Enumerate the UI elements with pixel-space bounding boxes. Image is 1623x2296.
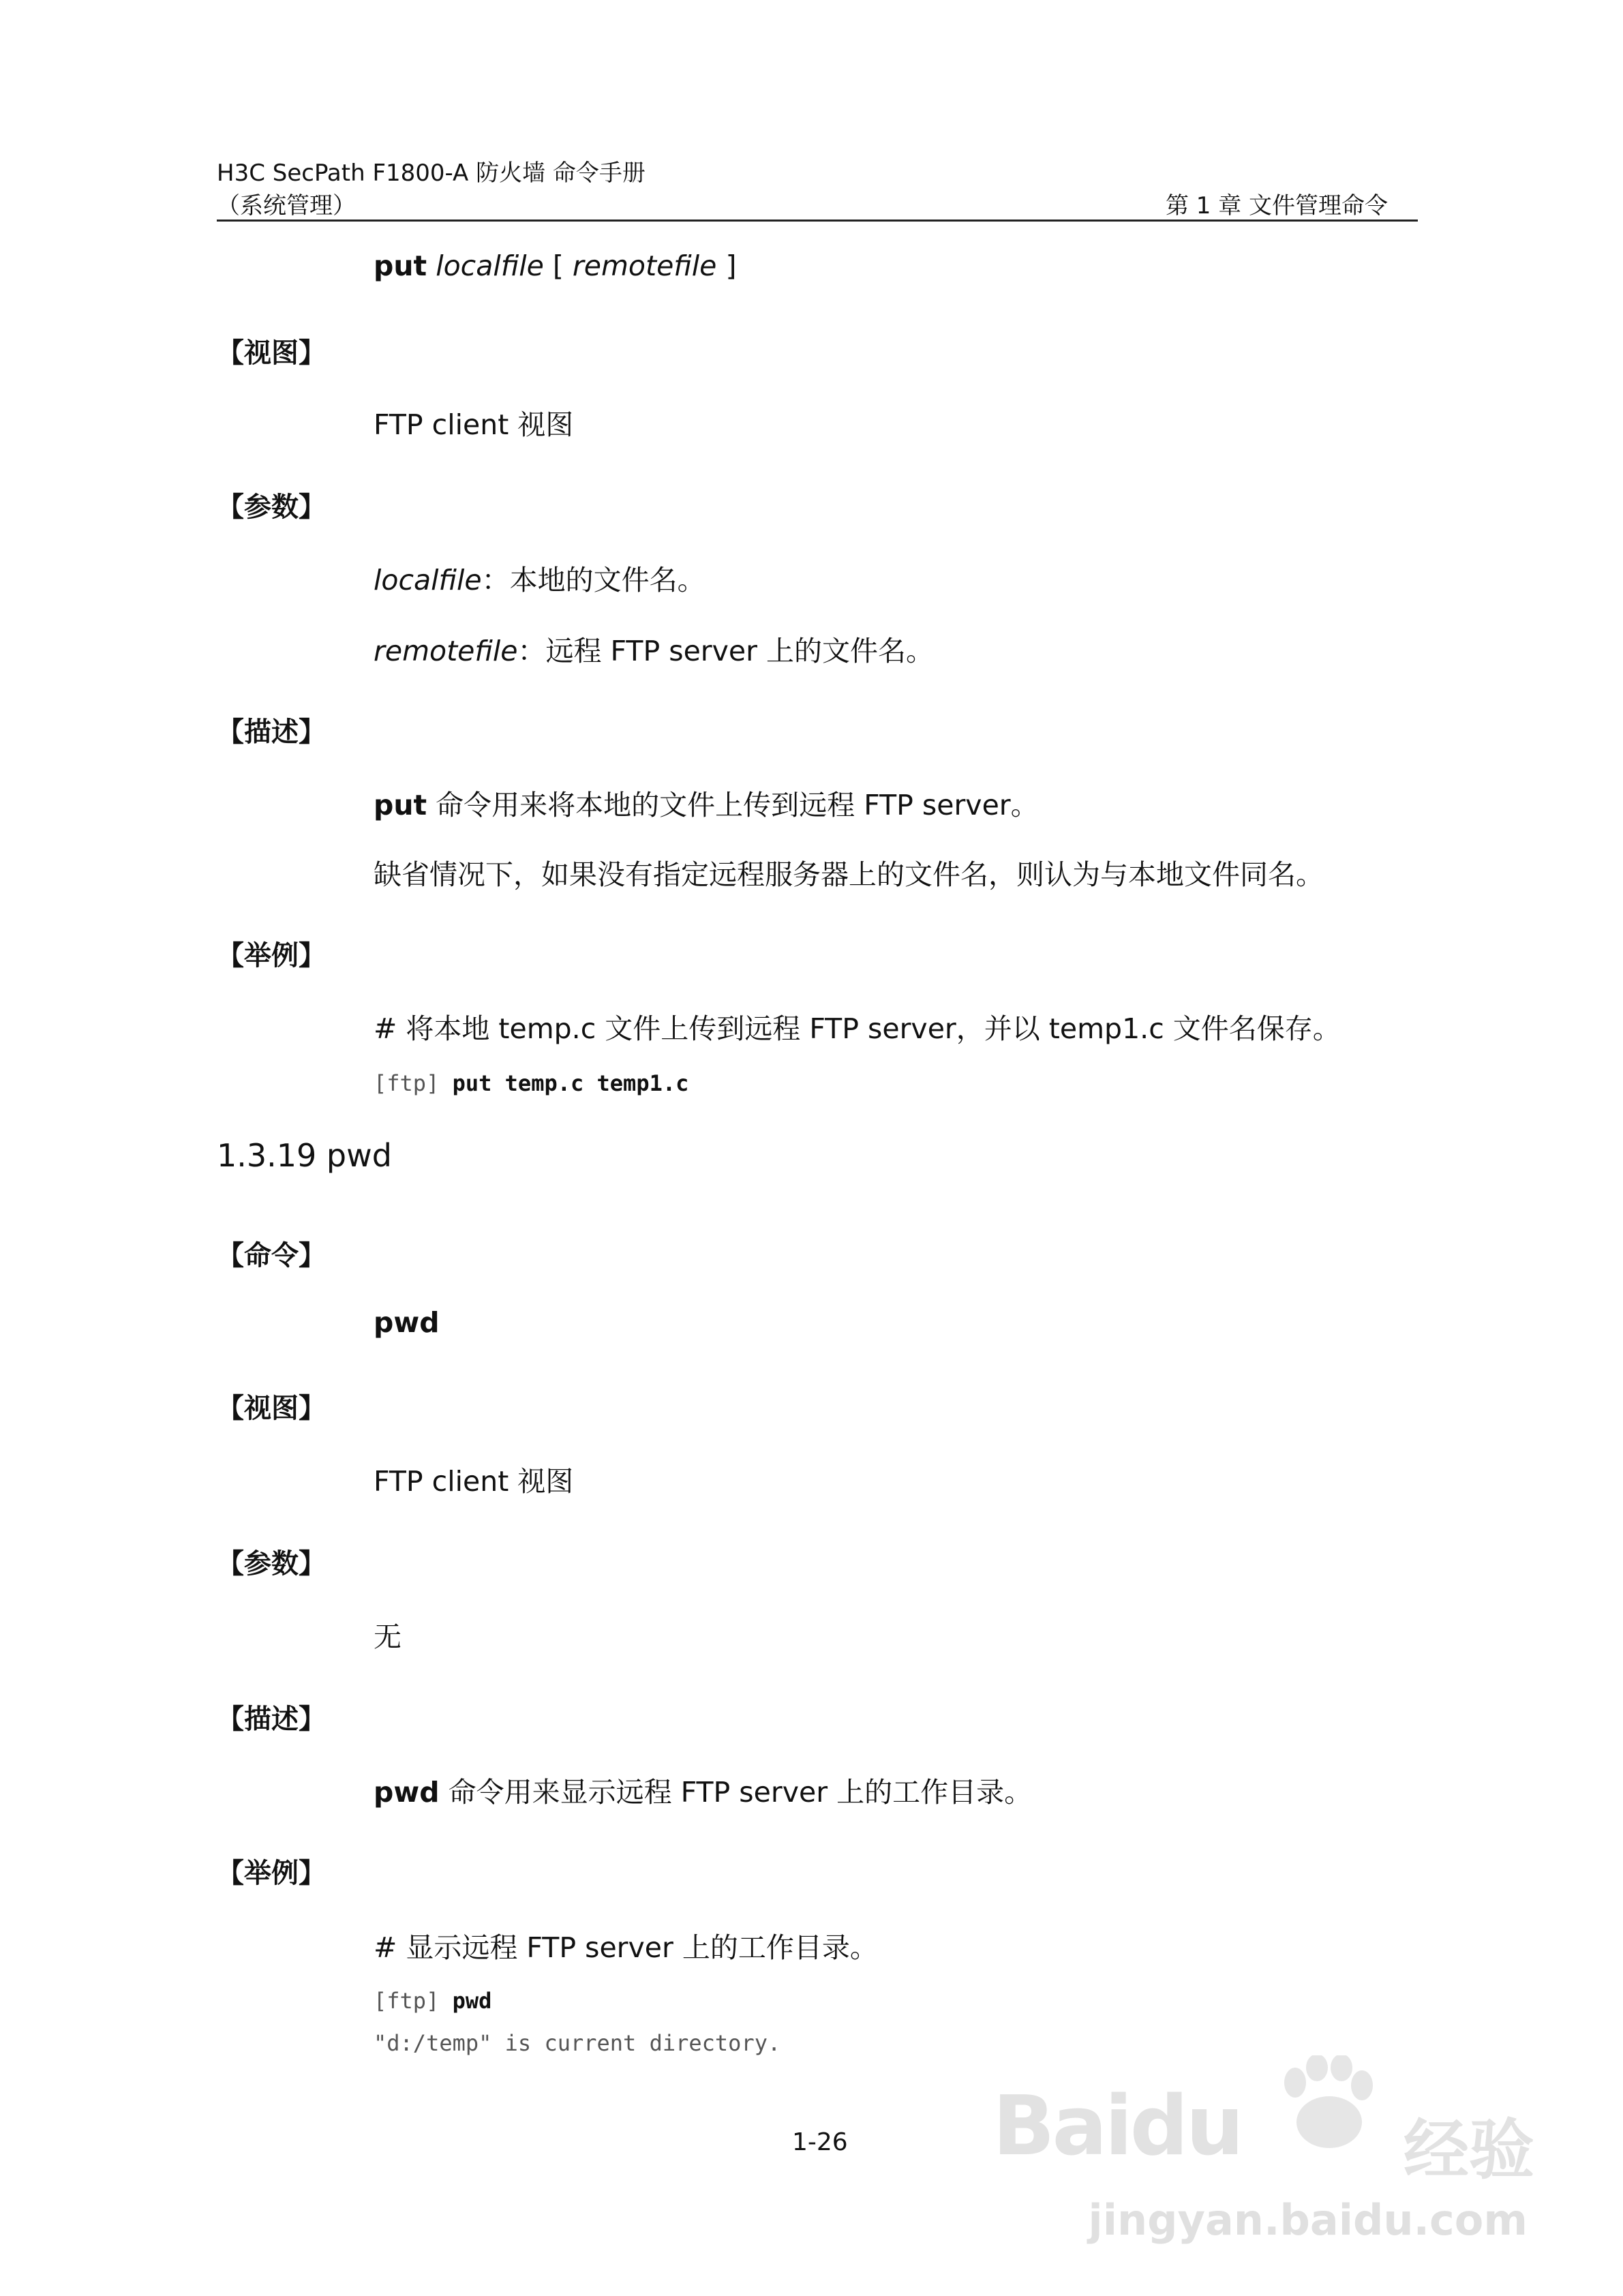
put-param-2-name: remotefile — [374, 635, 518, 667]
pwd-heading: 1.3.19 pwd — [217, 1137, 392, 1174]
pwd-code-line — [374, 1988, 491, 2014]
put-syntax-arg1: localfile — [436, 250, 544, 282]
pwd-example-title: 【举例】 — [217, 1858, 326, 1889]
put-example-title: 【举例】 — [217, 940, 326, 971]
pwd-desc-text: 命令用来显示远程 FTP server 上的工作目录。 — [439, 1776, 1033, 1809]
put-desc-default: 缺省情况下，如果没有指定远程服务器上的文件名，则认为与本地文件同名。 — [374, 858, 1324, 891]
put-code-prompt: [ftp] — [374, 1070, 453, 1096]
pwd-desc-cmd: pwd — [374, 1776, 440, 1809]
watermark-logo-du: du — [1129, 2079, 1241, 2174]
pwd-example-text: # 显示远程 FTP server 上的工作目录。 — [374, 1931, 878, 1964]
watermark-url: jingyan.baidu.com — [1088, 2195, 1528, 2245]
put-desc — [374, 783, 1039, 823]
put-code-line — [374, 1070, 688, 1096]
put-syntax-cmd: put — [374, 250, 427, 282]
put-example-text: # 将本地 temp.c 文件上传到远程 FTP server，并以 temp1.c 文件名保存。 — [374, 1012, 1341, 1045]
pwd-view-text: FTP client 视图 — [374, 1465, 574, 1498]
put-syntax — [374, 250, 736, 282]
pwd-code-prompt: [ftp] — [374, 1988, 453, 2014]
pwd-param-text: 无 — [374, 1620, 401, 1653]
paw-icon — [1275, 2055, 1377, 2151]
header-title: H3C SecPath F1800-A 防火墙 命令手册 — [217, 160, 646, 187]
pwd-code-output: "d:/temp" is current directory. — [374, 2030, 781, 2056]
pwd-cmd-text: pwd — [374, 1306, 440, 1339]
put-param-title: 【参数】 — [217, 492, 326, 523]
pwd-cmd — [374, 1306, 440, 1339]
watermark-jingyan: 经验 — [1404, 2112, 1534, 2188]
watermark-logo — [992, 2079, 1241, 2174]
put-desc-text: 命令用来将本地的文件上传到远程 FTP server。 — [427, 789, 1039, 821]
header-subtitle: （系统管理） — [217, 192, 356, 220]
put-param-1 — [374, 558, 706, 598]
put-view-text: FTP client 视图 — [374, 408, 574, 441]
watermark-logo-bai: Bai — [992, 2079, 1130, 2174]
put-syntax-bracket-close: ] — [716, 250, 737, 282]
put-desc-cmd: put — [374, 789, 427, 821]
pwd-cmd-title: 【命令】 — [217, 1240, 326, 1271]
put-param-1-desc: ：本地的文件名。 — [481, 564, 706, 596]
page-number: 1-26 — [792, 2128, 848, 2156]
header-divider — [217, 220, 1418, 222]
put-code-cmd: put temp.c temp1.c — [452, 1070, 689, 1096]
put-desc-title: 【描述】 — [217, 716, 326, 748]
pwd-param-title: 【参数】 — [217, 1548, 326, 1580]
put-syntax-arg2: remotefile — [572, 250, 717, 282]
put-param-1-name: localfile — [374, 564, 482, 596]
header-chapter: 第 1 章 文件管理命令 — [1166, 192, 1389, 220]
put-param-2-desc: ：远程 FTP server 上的文件名。 — [517, 635, 935, 667]
put-param-2 — [374, 629, 934, 669]
pwd-desc-title: 【描述】 — [217, 1704, 326, 1735]
pwd-view-title: 【视图】 — [217, 1393, 326, 1424]
pwd-desc — [374, 1770, 1032, 1810]
pwd-code-cmd: pwd — [452, 1988, 492, 2014]
put-view-title: 【视图】 — [217, 337, 326, 369]
put-syntax-bracket-open: [ — [543, 250, 573, 282]
